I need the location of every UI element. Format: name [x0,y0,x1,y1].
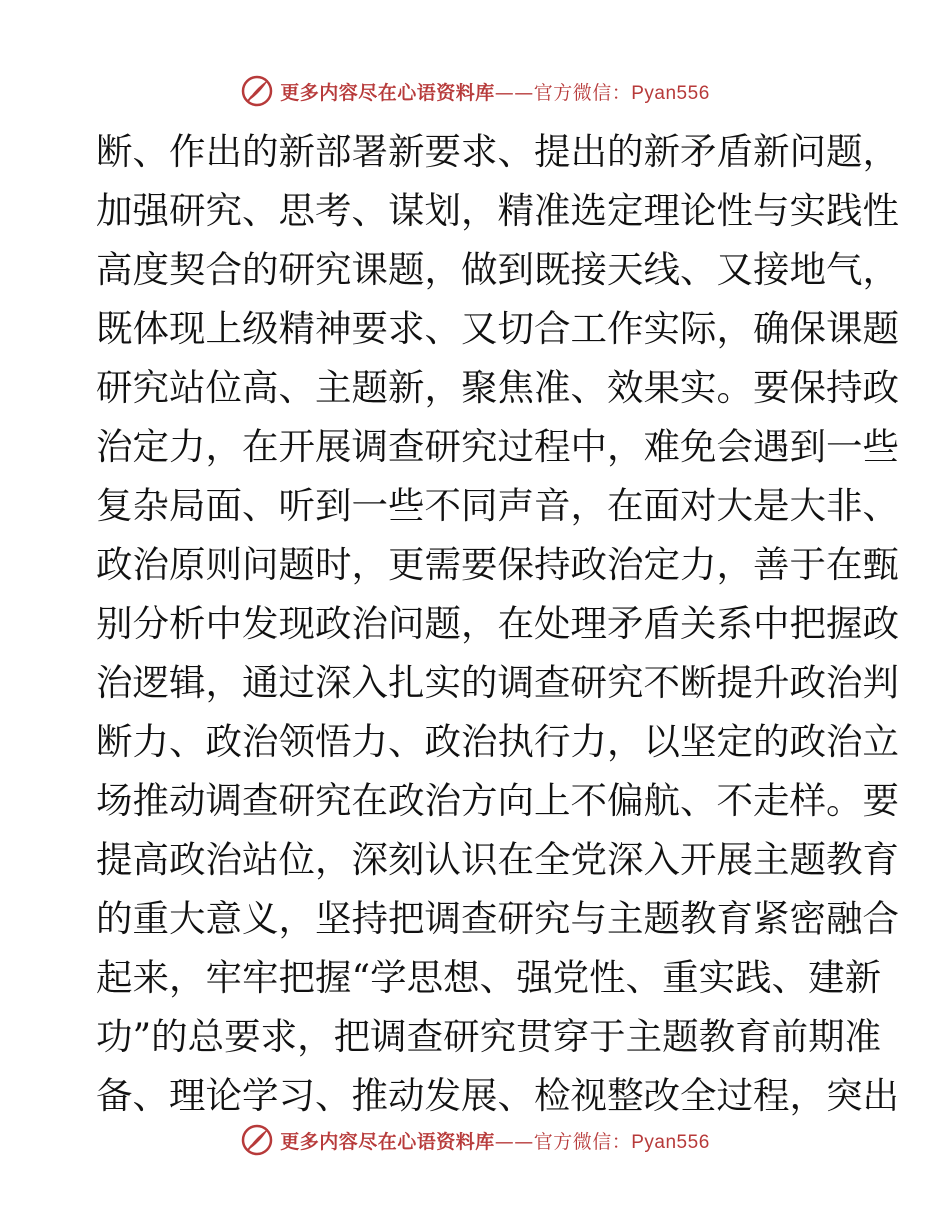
body-line: 别分析中发现政治问题，在处理矛盾关系中把握政 [96,602,899,645]
footer-watermark-text [280,1127,710,1154]
body-line: 功”的总要求，把调查研究贯穿于主题教育前期准 [96,1015,882,1058]
footer-separator: —— [494,1130,534,1153]
body-line: 研究站位高、主题新，聚焦准、效果实。要保持政 [96,366,899,409]
body-line: 复杂局面、听到一些不同声音，在面对大是大非、 [96,484,899,527]
body-line: 治定力，在开展调查研究过程中，难免会遇到一些 [96,425,899,468]
quill-logo-icon [240,1123,274,1157]
body-line: 治逻辑，通过深入扎实的调查研究不断提升政治判 [96,661,899,704]
body-line: 断、作出的新部署新要求、提出的新矛盾新问题， [96,130,899,173]
body-line: 的重大意义，坚持把调查研究与主题教育紧密融合 [96,897,899,940]
document-body [96,122,899,1125]
body-line: 加强研究、思考、谋划，精准选定理论性与实践性 [96,189,899,232]
footer-watermark [0,1120,950,1160]
body-line: 政治原则问题时，更需要保持政治定力，善于在甄 [96,543,899,586]
body-line: 备、理论学习、推动发展、检视整改全过程，突出 [96,1074,899,1117]
body-line: 高度契合的研究课题，做到既接天线、又接地气， [96,248,899,291]
header-watermark [0,71,950,111]
header-wechat-label: 官方微信： [533,81,632,104]
quill-logo-icon [240,74,274,108]
header-site-text: 更多内容尽在心语资料库 [280,81,495,104]
body-line: 起来，牢牢把握“学思想、强党性、重实践、建新 [96,956,882,999]
footer-site-text: 更多内容尽在心语资料库 [280,1130,495,1153]
header-watermark-text [280,78,710,105]
footer-wechat-label: 官方微信： [533,1130,632,1153]
body-line: 提高政治站位，深刻认识在全党深入开展主题教育 [96,838,899,881]
header-separator: —— [494,81,534,104]
header-wechat-id: Pyan556 [631,82,710,104]
body-line: 既体现上级精神要求、又切合工作实际，确保课题 [96,307,899,350]
footer-wechat-id: Pyan556 [631,1131,710,1153]
body-line: 场推动调查研究在政治方向上不偏航、不走样。要 [96,779,899,822]
body-line: 断力、政治领悟力、政治执行力，以坚定的政治立 [96,720,899,763]
